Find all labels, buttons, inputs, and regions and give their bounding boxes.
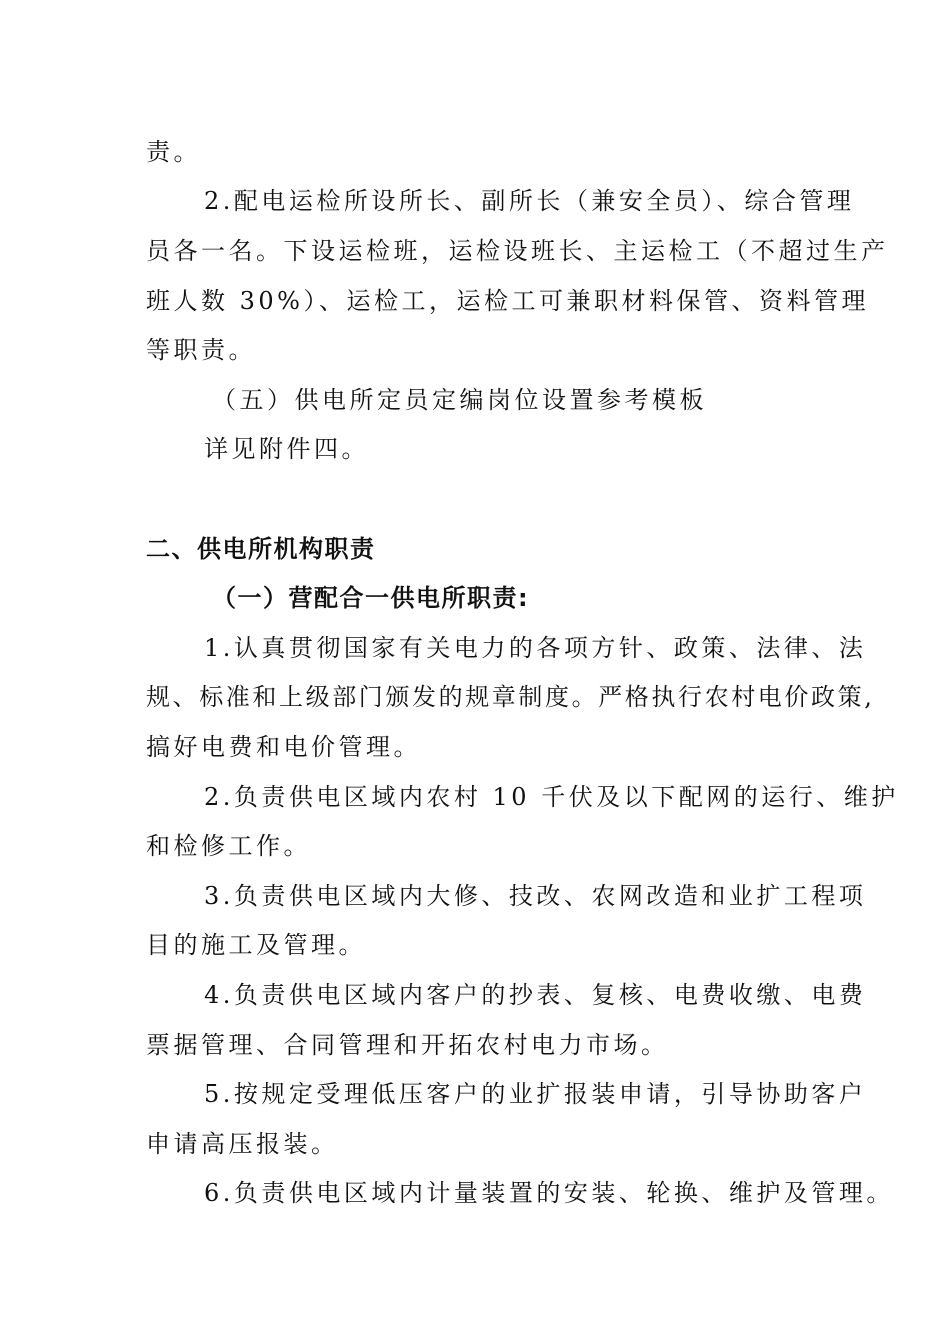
paragraph-line: 3.负责供电区域内大修、技改、农网改造和业扩工程项 (204, 882, 867, 910)
paragraph-line: 规、标准和上级部门颁发的规章制度。严格执行农村电价政策, (146, 683, 875, 711)
subsection-heading: （五）供电所定员定编岗位设置参考模板 (212, 386, 707, 414)
paragraph-line: 员各一名。下设运检班，运检设班长、主运检工（不超过生产 (146, 237, 889, 265)
paragraph-line: 等职责。 (146, 336, 256, 364)
section-heading: 二、供电所机构职责 (146, 535, 376, 563)
paragraph-line: 申请高压报装。 (146, 1130, 339, 1158)
paragraph-line: 搞好电费和电价管理。 (146, 733, 421, 761)
paragraph-line: 1.认真贯彻国家有关电力的各项方针、政策、法律、法 (204, 634, 867, 662)
paragraph-line: 班人数 30%）、运检工，运检工可兼职材料保管、资料管理 (146, 287, 869, 315)
paragraph-line: 详见附件四。 (204, 435, 369, 463)
paragraph-line: 责。 (146, 138, 201, 166)
paragraph-line: 和检修工作。 (146, 832, 311, 860)
paragraph-line: 票据管理、合同管理和开拓农村电力市场。 (146, 1031, 669, 1059)
paragraph-line: 目的施工及管理。 (146, 931, 366, 959)
paragraph-line: 5.按规定受理低压客户的业扩报装申请，引导协助客户 (204, 1080, 867, 1108)
paragraph-line: 2.负责供电区域内农村 10 千伏及以下配网的运行、维护 (204, 783, 899, 811)
paragraph-line: 4.负责供电区域内客户的抄表、复核、电费收缴、电费 (204, 981, 867, 1009)
paragraph-line: 6.负责供电区域内计量装置的安装、轮换、维护及管理。 (204, 1179, 894, 1207)
subsection-heading: （一）营配合一供电所职责: (212, 584, 530, 612)
paragraph-line: 2.配电运检所设所长、副所长（兼安全员）、综合管理 (204, 187, 855, 215)
